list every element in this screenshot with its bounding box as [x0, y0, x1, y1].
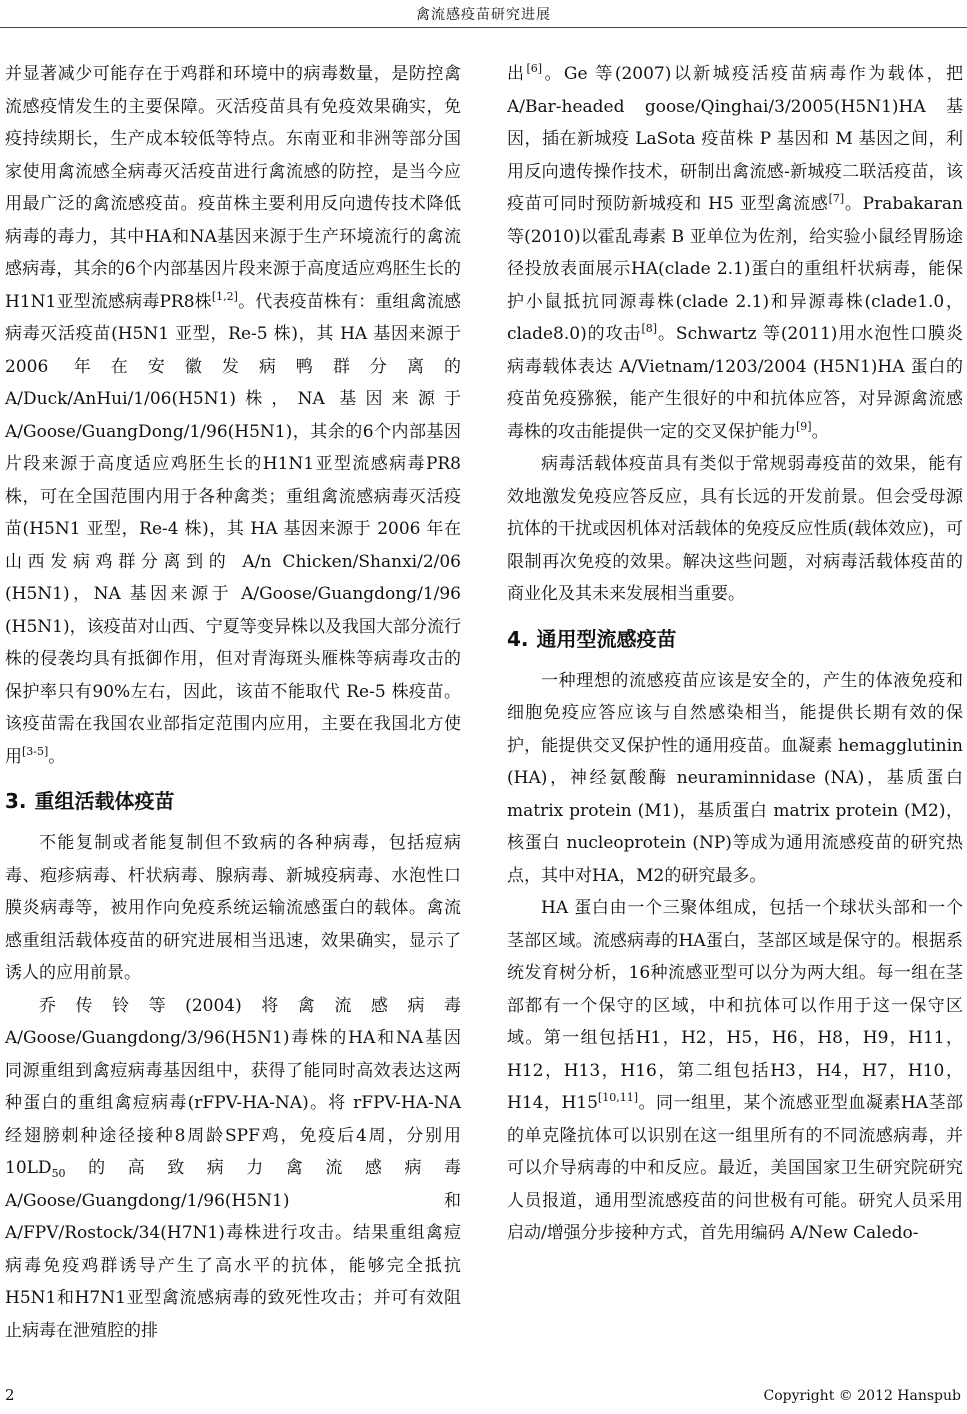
section-heading-3 — [5, 783, 461, 819]
running-header: 禽流感疫苗研究进展 — [416, 7, 551, 23]
copyright: Copyright © 2012 Hanspub — [763, 1388, 961, 1404]
subscript: 50 — [51, 1167, 66, 1180]
paragraph-text: 。Ge 等(2007)以新城疫活疫苗病毒作为载体，把 A/Bar-headed goose/Qinghai/3/2005(H5N1)HA 基因，插在新城疫 LaSota 疫苗株 P 基因和 M 基因之间，利用反向遗传操作技术，研制出禽流感-新城疫二联活疫苗，该疫苗可同时预防新城疫和 H5 亚型禽流感 — [507, 64, 964, 214]
paragraph-text: 出 — [507, 64, 527, 84]
citation: [6] — [526, 62, 543, 75]
page-number: 2 — [5, 1386, 15, 1404]
paragraph-ha-stem — [507, 892, 963, 1250]
paragraph-text: 。 — [48, 746, 66, 767]
paragraph-text: 。 — [811, 421, 829, 442]
paragraph-text: HA 蛋白由一个三聚体组成，包括一个球状头部和一个茎部区域。流感病毒的HA蛋白，茎部区域是保守的。根据系统发育树分析，16种流感亚型可以分为两大组。每一组在茎部都有一个保守的区域，中和抗体可以作用于这一保守区域。第一组包括H1，H2，H5，H6，H8，H9，H11，H12，H13，H16，第二组包括H3，H4，H7，H10，H14，H15 — [507, 898, 963, 1113]
paragraph-text: 。Schwartz 等(2011)用水泡性口膜炎病毒载体表达 A/Vietnam/1203/2004 (H5N1)HA 蛋白的疫苗免疫猕猴，能产生很好的中和抗体应答，对异源禽流感毒株的攻击能提供一定的交叉保护能力 — [507, 324, 963, 442]
section-title: 重组活载体疫苗 — [34, 789, 175, 813]
paragraph-vector-summary: 病毒活载体疫苗具有类似于常规弱毒疫苗的效果，能有效地激发免疫应答反应，具有长远的开发前景。但会受母源抗体的干扰或因机体对活载体的免疫反应性质(载体效应)，可限制再次免疫的效果。解决这些问题，对病毒活载体疫苗的商业化及其未来发展相当重要。 — [507, 454, 963, 604]
citation: [7] — [828, 192, 845, 205]
paragraph-text: 。同一组里，某个流感亚型血凝素HA茎部的单克隆抗体可以识别在这一组里所有的不同流感病毒，并可以介导病毒的中和反应。最近，美国国家卫生研究院研究人员报道，通用型流感疫苗的问世极有可能。研究人员采用启动/增强分步接种方式，首先用编码 A/New Caledo- — [507, 1093, 963, 1243]
citation: [1,2] — [211, 289, 238, 303]
right-column — [507, 58, 963, 1250]
paragraph-text: 。代表疫苗株有：重组禽流感病毒灭活疫苗(H5N1 亚型，Re-5 株)，其 HA 基因来源于 2006 年在安徽发病鸭群分离的 A/Duck/AnHui/1/06(H5N1)株，NA 基因来源于 A/Goose/GuangDong/1/96(H5N1)，其余的6个内部基因片段来源于高度适应鸡胚生长的H1N1亚型流感病毒PR8株，可在全国范围内用于各种禽类；重组禽流感病毒灭活疫苗(H5N1 亚型，Re-4 株)，其 HA 基因来源于 2006 年在山西发病鸡群分离到的 A/n Chicken/Shanxi/2/06 (H5N1)，NA 基因来源于 A/Goose/Guangdong/1/96 (H5N1)，该疫苗对山西、宁夏等变异株以及我国大部分流行株的侵袭均具有抵御作用，但对青海斑头雁株等病毒攻击的保护率只有90%左右，因此，该苗不能取代 Re-5 株疫苗。该疫苗需在我国农业部指定范围内应用，主要在我国北方使用 — [5, 291, 462, 767]
citation: [10,11] — [597, 1091, 638, 1104]
section-heading-4 — [507, 621, 963, 657]
paragraph-inactivated-vaccine — [5, 58, 461, 773]
paragraph-fowlpox-study — [5, 990, 461, 1348]
citation: [3-5] — [22, 744, 49, 758]
paragraph-text: 并显著减少可能存在于鸡群和环境中的病毒数量，是防控禽流感疫情发生的主要保障。灭活疫苗具有免疫效果确实，免疫持续期长，生产成本较低等特点。东南亚和非洲等部分国家使用禽流感全病毒灭活疫苗进行禽流感的防控，是当今应用最广泛的禽流感疫苗。疫苗株主要利用反向遗传技术降低病毒的毒力，其中HA和NA基因来源于生产环境流行的禽流感病毒，其余的6个内部基因片段来源于高度适应鸡胚生长的H1N1亚型流感病毒PR8株 — [5, 64, 461, 312]
section-number: 3. — [5, 789, 27, 813]
section-title: 通用型流感疫苗 — [536, 626, 677, 651]
header-rule — [0, 27, 967, 28]
citation: [8] — [641, 322, 658, 335]
paragraph-vector-studies — [507, 58, 963, 448]
citation: [9] — [796, 419, 812, 433]
paragraph-text: 乔传铃等(2004)将禽流感病毒 A/Goose/Guangdong/3/96(H5N1)毒株的HA和NA基因同源重组到禽痘病毒基因组中，获得了能同时高效表达这两种蛋白的重组禽痘病毒(rFPV-HA-NA)。将 rFPV-HA-NA 经翅膀刺种途径接种8周龄SPF鸡，免疫后4周，分别用 10LD — [5, 995, 461, 1178]
section-number: 4. — [507, 626, 529, 651]
paragraph-live-vector-intro: 不能复制或者能复制但不致病的各种病毒，包括痘病毒、疱疹病毒、杆状病毒、腺病毒、新城疫病毒、水泡性口膜炎病毒等，被用作向免疫系统运输流感蛋白的载体。禽流感重组活载体疫苗的研究进展相当迅速，效果确实，显示了诱人的应用前景。 — [5, 833, 461, 983]
left-column — [5, 58, 461, 1347]
paragraph-text: 。Prabakaran 等(2010)以霍乱毒素 B 亚单位为佐剂，给实验小鼠经胃肠途径投放表面展示HA(clade 2.1)蛋白的重组杆状病毒，能保护小鼠抵抗同源毒株(clade 2.1)和异源毒株(clade1.0，clade8.0)的攻击 — [507, 194, 963, 344]
paragraph-text: 的高致病力禽流感病毒 A/Goose/Guangdong/1/96(H5N1)和 A/FPV/Rostock/34(H7N1)毒株进行攻击。结果重组禽痘病毒免疫鸡群诱导产生了高水平的抗体，能够完全抵抗H5N1和H7N1亚型禽流感病毒的致死性攻击；并可有效阻止病毒在泄殖腔的排 — [5, 1158, 461, 1341]
paragraph-universal-vaccine-intro: 一种理想的流感疫苗应该是安全的，产生的体液免疫和细胞免疫应答应该与自然感染相当，能提供长期有效的保护，能提供交叉保护性的通用疫苗。血凝素 hemagglutinin (HA)，神经氨酸酶 neuraminnidase (NA)，基质蛋白 matrix protein (M1)，基质蛋白 matrix protein (M2)，核蛋白 nucleoprotein (NP)等成为通用流感疫苗的研究热点，其中对HA，M2的研究最多。 — [507, 670, 963, 886]
